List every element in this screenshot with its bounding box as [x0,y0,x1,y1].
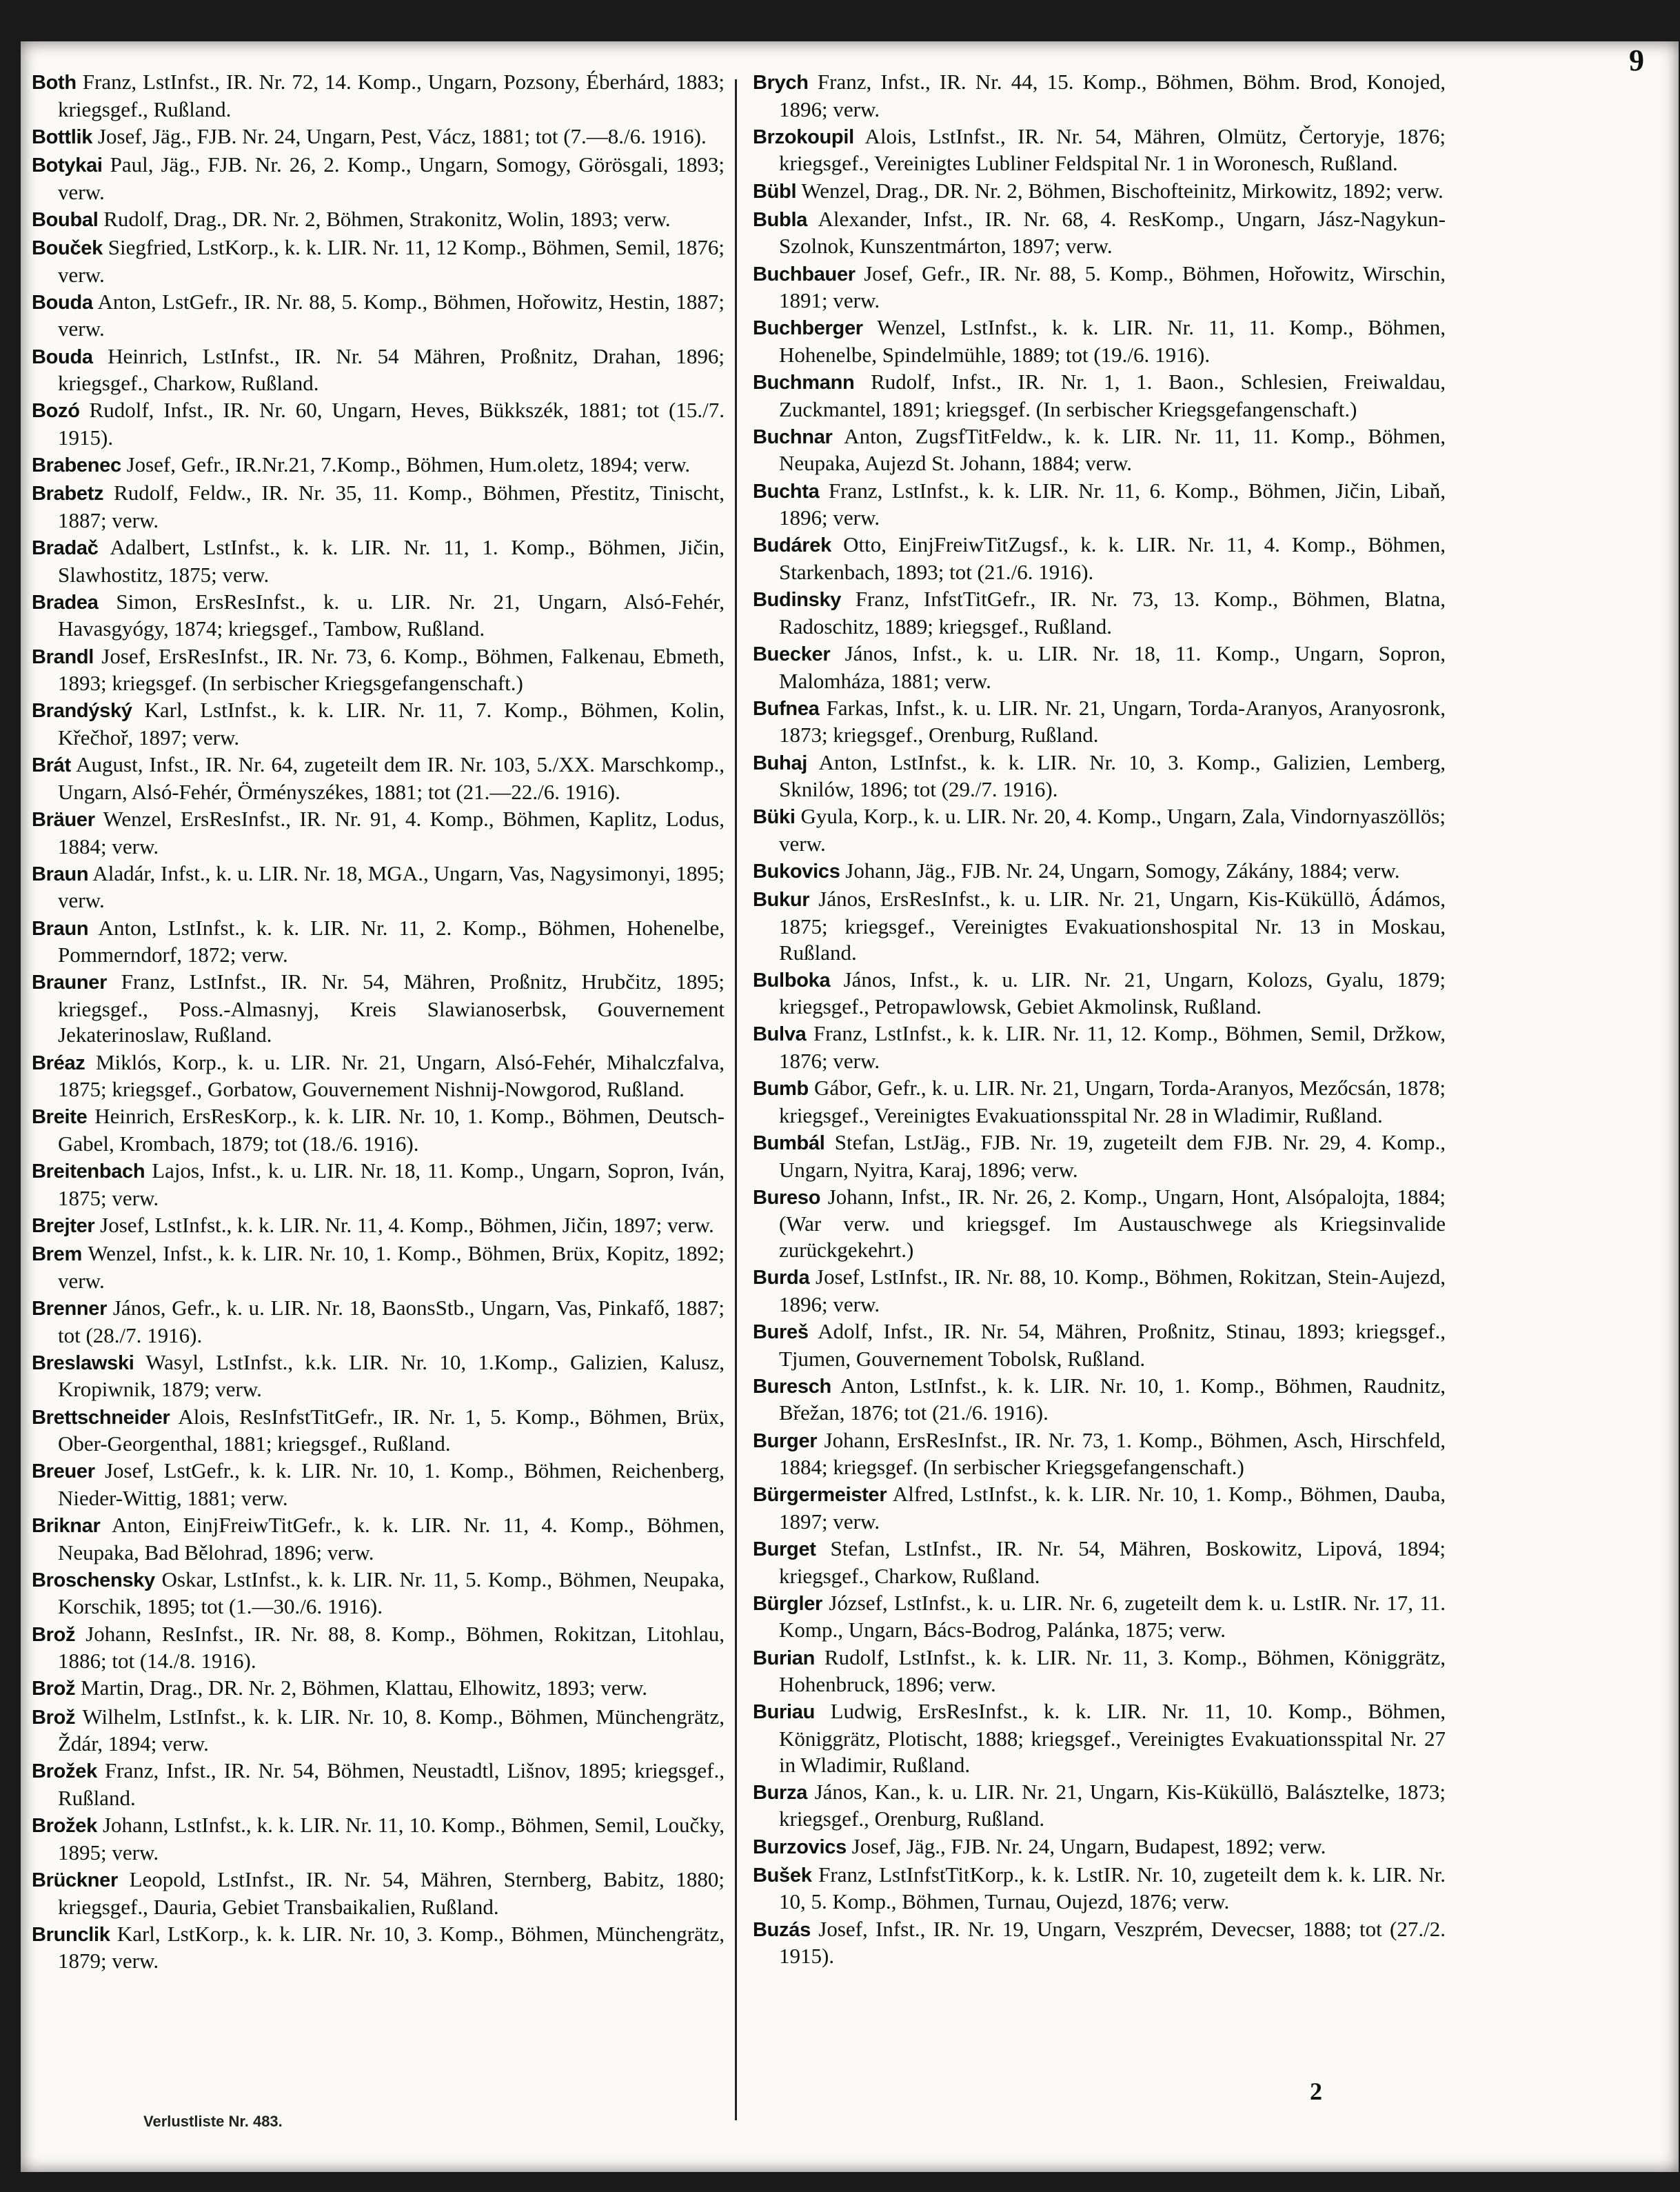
entry-details: János, ErsResInfst., k. u. LIR. Nr. 21, Ungarn, Kis-Küküllö, Ádámos, 1875; kriegsgef., Vereinigtes Evakuationshospital Nr. 13 in Moskau, Rußland. [779,887,1446,965]
casualty-entry [32,752,725,805]
casualty-entry [32,123,725,151]
casualty-entry [32,1867,725,1920]
casualty-entry [753,858,1446,885]
entry-details: Anton, LstInfst., k. k. LIR. Nr. 10, 1. Komp., Böhmen, Raudnitz, Břežan, 1876; tot (21./6. 1916). [779,1373,1446,1425]
surname: Brzokoupil [753,125,854,148]
entry-details: Leopold, LstInfst., IR. Nr. 54, Mähren, Sternberg, Babitz, 1880; kriegsgef., Dauria, Gebiet Transbaikalien, Rußland. [58,1867,725,1919]
casualty-entry [753,695,1446,748]
entry-details: Anton, ZugsfTitFeldw., k. k. LIR. Nr. 11, 11. Komp., Böhmen, Neupaka, Aujezd St. Johann, 1884; verw. [779,423,1446,476]
casualty-entry [32,697,725,750]
casualty-entry [32,861,725,914]
surname: Brož [32,1678,76,1700]
casualty-entry [753,423,1446,476]
casualty-entry [753,1129,1446,1183]
entry-details: Martin, Drag., DR. Nr. 2, Böhmen, Klattau, Elhowitz, 1893; verw. [75,1676,647,1700]
surname: Bukovics [753,861,840,883]
casualty-entry [753,478,1446,531]
casualty-entry [32,289,725,342]
surname: Bréaz [32,1052,85,1074]
surname: Bouda [32,291,93,314]
entry-details: Johann, ResInfst., IR. Nr. 88, 8. Komp., Böhmen, Rokitzan, Litohlau, 1886; tot (14./8. 1916). [58,1621,725,1673]
casualty-entry [32,1704,725,1757]
surname: Brát [32,754,71,777]
entry-details: Josef, LstGefr., k. k. LIR. Nr. 10, 1. Komp., Böhmen, Reichenberg, Nieder-Wittig, 1881; verw. [58,1458,725,1510]
casualty-entry [753,314,1446,368]
casualty-entry [32,643,725,696]
entry-details: Wenzel, LstInfst., k. k. LIR. Nr. 11, 11. Komp., Böhmen, Hohenelbe, Spindelmühle, 1889; tot (19./6. 1916). [779,315,1446,367]
surname: Bureš [753,1320,809,1343]
casualty-entry [32,1049,725,1103]
entry-details: Wenzel, Drag., DR. Nr. 2, Böhmen, Bischofteinitz, Mirkowitz, 1892; verw. [796,178,1444,203]
surname: Bulva [753,1023,807,1046]
entry-details: Alexander, Infst., IR. Nr. 68, 4. ResKomp., Ungarn, Jász-Nagykun-Szolnok, Kunszentmárton, 1897; verw. [779,206,1446,259]
entry-details: Miklós, Korp., k. u. LIR. Nr. 21, Ungarn, Alsó-Fehér, Mihalczfalva, 1875; kriegsgef., Gorbatow, Gouvernement Nishnij-Nowgorod, Rußland. [58,1049,725,1102]
casualty-entry [753,178,1446,205]
signature-mark: 2 [1310,2078,1322,2105]
casualty-entry [753,1373,1446,1426]
surname: Bräuer [32,808,95,831]
casualty-entry [753,586,1446,639]
entry-details: Johann, Infst., IR. Nr. 26, 2. Komp., Ungarn, Hont, Alsópalojta, 1884; (War verw. und kriegsgef. Im Austauschwege als Kriegsinvalide zurückgekehrt.) [779,1184,1446,1262]
casualty-entry [753,1645,1446,1698]
entry-details: Rudolf, Drag., DR. Nr. 2, Böhmen, Strakonitz, Wolin, 1893; verw. [98,206,671,231]
entry-details: Franz, InfstTitGefr., IR. Nr. 73, 13. Komp., Böhmen, Blatna, Radoschitz, 1889; kriegsgef., Rußland. [779,587,1446,639]
entry-details: Franz, LstInfst., IR. Nr. 54, Mähren, Proßnitz, Hrubčitz, 1895; kriegsgef., Poss.-Almasnyj, Kreis Slawianoserbsk, Gouvernement Jekaterinoslaw, Rußland. [58,969,725,1047]
surname: Buriau [753,1701,816,1724]
entry-details: Alois, ResInfstTitGefr., IR. Nr. 1, 5. Komp., Böhmen, Brüx, Ober-Georgenthal, 1881; kriegsgef., Rußland. [58,1404,725,1456]
casualty-entry [753,750,1446,803]
surname: Botykai [32,154,103,177]
casualty-entry [32,152,725,205]
casualty-entry [753,1318,1446,1371]
surname: Breitenbach [32,1160,145,1183]
casualty-entry [32,1158,725,1211]
entry-details: Lajos, Infst., k. u. LIR. Nr. 18, 11. Komp., Ungarn, Sopron, Iván, 1875; verw. [58,1158,725,1210]
casualty-entry [753,532,1446,585]
entry-details: Anton, LstGefr., IR. Nr. 88, 5. Komp., Böhmen, Hořowitz, Hestin, 1887; verw. [58,289,725,341]
surname: Brabenec [32,454,121,477]
casualty-entry [753,1833,1446,1861]
surname: Budárek [753,534,831,557]
surname: Bukur [753,889,810,912]
entry-details: Johann, LstInfst., k. k. LIR. Nr. 11, 10. Komp., Böhmen, Semil, Loučky, 1895; verw. [58,1813,725,1864]
surname: Bureso [753,1186,821,1209]
entry-details: Wilhelm, LstInfst., k. k. LIR. Nr. 10, 8. Komp., Böhmen, Münchengrätz, Ždár, 1894; verw. [58,1704,725,1756]
casualty-entry [32,1921,725,1974]
entry-details: Adolf, Infst., IR. Nr. 54, Mähren, Proßnitz, Stinau, 1893; kriegsgef., Tjumen, Gouvernement Tobolsk, Rußland. [779,1318,1446,1371]
entry-details: Anton, LstInfst., k. k. LIR. Nr. 10, 3. Komp., Galizien, Lemberg, Sknilów, 1896; tot (29./7. 1916). [779,750,1446,802]
casualty-entry [32,1512,725,1565]
surname: Buchmann [753,372,855,394]
entry-details: Rudolf, Infst., IR. Nr. 1, 1. Baon., Schlesien, Freiwaldau, Zuckmantel, 1891; kriegsgef. (In serbischer Kriegsgefangenschaft.) [779,370,1446,421]
entry-details: Anton, LstInfst., k. k. LIR. Nr. 11, 2. Komp., Böhmen, Hohenelbe, Pommerndorf, 1872; verw. [58,915,725,967]
surname: Brandl [32,645,94,668]
surname: Braun [32,863,89,885]
surname: Bušek [753,1864,812,1887]
casualty-entry [32,915,725,968]
casualty-entry [32,397,725,450]
entry-details: Josef, LstInfst., IR. Nr. 88, 10. Komp., Böhmen, Rokitzan, Stein-Aujezd, 1896; verw. [779,1265,1446,1316]
surname: Buchta [753,480,820,503]
entry-details: Franz, LstInfst., IR. Nr. 72, 14. Komp., Ungarn, Pozsony, Éberhárd, 1883; kriegsgef., Rußland. [58,70,725,121]
entry-details: Josef, ErsResInfst., IR. Nr. 73, 6. Komp., Böhmen, Falkenau, Ebmeth, 1893; kriegsgef. (In serbischer Kriegsgefangenschaft.) [58,643,725,696]
casualty-entry [753,641,1446,694]
casualty-entry [32,1812,725,1865]
surname: Brožek [32,1815,97,1838]
casualty-entry [32,969,725,1048]
casualty-entry [32,343,725,396]
surname: Burza [753,1781,808,1804]
surname: Burian [753,1647,816,1669]
surname: Brauner [32,972,108,994]
surname: Bradač [32,537,99,560]
surname: Burda [753,1267,810,1289]
casualty-entry [753,803,1446,856]
casualty-entry [32,452,725,479]
surname: Both [32,72,77,94]
entry-details: Farkas, Infst., k. u. LIR. Nr. 21, Ungarn, Torda-Aranyos, Aranyosronk, 1873; kriegsgef., Orenburg, Rußland. [779,695,1446,747]
surname: Bübl [753,180,797,203]
surname: Burzovics [753,1836,847,1858]
casualty-entry [32,1458,725,1511]
surname: Bubla [753,208,808,231]
list-page [21,41,1679,2172]
entry-details: Josef, LstInfst., k. k. LIR. Nr. 11, 4. Komp., Böhmen, Jičin, 1897; verw. [94,1213,714,1237]
surname: Brych [753,72,809,94]
casualty-entry [753,1590,1446,1643]
casualty-entry [753,967,1446,1020]
casualty-entry [753,261,1446,314]
entry-details: János, Kan., k. u. LIR. Nr. 21, Ungarn, Kis-Küküllö, Balásztelke, 1873; kriegsgef., Orenburg, Rußland. [779,1779,1446,1831]
casualty-entry [753,1916,1446,1969]
casualty-entry [753,1536,1446,1589]
casualty-entry [753,1862,1446,1915]
surname: Bürgermeister [753,1484,887,1507]
casualty-entry [32,534,725,587]
entry-details: Johann, ErsResInfst., IR. Nr. 73, 1. Komp., Böhmen, Asch, Hirschfeld, 1884; kriegsgef. (In serbischer Kriegsgefangenschaft.) [779,1427,1446,1480]
surname: Burget [753,1538,816,1561]
entry-details: Otto, EinjFreiwTitZugsf., k. k. LIR. Nr. 11, 4. Komp., Böhmen, Starkenbach, 1893; tot (21./6. 1916). [779,532,1446,585]
casualty-entry [32,69,725,122]
surname: Breite [32,1106,88,1129]
surname: Buchbauer [753,263,856,285]
casualty-entry [32,589,725,642]
surname: Brettschneider [32,1406,170,1429]
surname: Breuer [32,1460,95,1483]
entry-details: Wenzel, ErsResInfst., IR. Nr. 91, 4. Komp., Böhmen, Kaplitz, Lodus, 1884; verw. [58,806,725,858]
entry-details: August, Infst., IR. Nr. 64, zugeteilt dem IR. Nr. 103, 5./XX. Marschkomp., Ungarn, Alsó-Fehér, Örményszékes, 1881; tot (21.—22./6. 1916). [58,752,725,804]
casualty-entry [32,806,725,859]
entry-details: Anton, EinjFreiwTitGefr., k. k. LIR. Nr. 11, 4. Komp., Böhmen, Neupaka, Bad Bělohrad, 1896; verw. [58,1513,725,1565]
surname: Buhaj [753,752,808,774]
entry-details: Franz, LstInfstTitKorp., k. k. LstIR. Nr. 10, zugeteilt dem k. k. LIR. Nr. 10, 5. Komp., Böhmen, Turnau, Oujezd, 1876; verw. [779,1862,1446,1914]
casualty-entry [32,1758,725,1811]
surname: Bottlik [32,125,93,148]
casualty-entry [753,886,1446,965]
entry-details: Rudolf, Feldw., IR. Nr. 35, 11. Komp., Böhmen, Přestitz, Tinischt, 1887; verw. [58,481,725,532]
surname: Buresch [753,1375,831,1398]
casualty-entry [753,1779,1446,1832]
surname: Budinsky [753,589,842,612]
entry-details: Siegfried, LstKorp., k. k. LIR. Nr. 11, 12 Komp., Böhmen, Semil, 1876; verw. [58,234,725,287]
entry-details: Alfred, LstInfst., k. k. LIR. Nr. 10, 1. Komp., Böhmen, Dauba, 1897; verw. [779,1482,1446,1534]
surname: Buchberger [753,317,863,340]
casualty-entry [32,1212,725,1240]
surname: Broschensky [32,1569,155,1591]
surname: Buecker [753,643,831,665]
entry-details: János, Gefr., k. u. LIR. Nr. 18, BaonsStb., Ungarn, Vas, Pinkafő, 1887; tot (28./7. 1916). [58,1295,725,1347]
entry-details: Paul, Jäg., FJB. Nr. 26, 2. Komp., Ungarn, Somogy, Görösgali, 1893; verw. [58,152,725,204]
entry-details: József, LstInfst., k. u. LIR. Nr. 6, zugeteilt dem k. u. LstIR. Nr. 17, 11. Komp., Ungarn, Bács-Bodrog, Palánka, 1875; verw. [779,1590,1446,1642]
column-divider [735,79,737,2120]
entry-details: János, Infst., k. u. LIR. Nr. 21, Ungarn, Kolozs, Gyalu, 1879; kriegsgef., Petropawlowsk, Gebiet Akmolinsk, Rußland. [779,967,1446,1019]
entry-details: Franz, LstInfst., k. k. LIR. Nr. 11, 6. Komp., Böhmen, Jičin, Libaň, 1896; verw. [779,478,1446,530]
casualty-entry [32,1295,725,1348]
surname: Bouda [32,345,93,368]
casualty-entry [32,1240,725,1294]
casualty-entry [753,1481,1446,1534]
surname: Bradea [32,591,99,614]
casualty-entry [32,1567,725,1620]
surname: Brabetz [32,483,104,505]
entry-details: Wasyl, LstInfst., k.k. LIR. Nr. 10, 1.Komp., Galizien, Kalusz, Kropiwnik, 1879; verw. [58,1349,725,1402]
entry-details: Stefan, LstJäg., FJB. Nr. 19, zugeteilt dem FJB. Nr. 29, 4. Komp., Ungarn, Nyitra, Karaj, 1896; verw. [779,1130,1446,1182]
casualty-entry [32,1103,725,1156]
entry-details: Franz, Infst., IR. Nr. 54, Böhmen, Neustadtl, Lišnov, 1895; kriegsgef., Rußland. [58,1758,725,1810]
entry-details: János, Infst., k. u. LIR. Nr. 18, 11. Komp., Ungarn, Sopron, Malomháza, 1881; verw. [779,641,1446,693]
left-column [32,69,725,1975]
casualty-entry [753,206,1446,259]
surname: Bouček [32,237,103,259]
surname: Burger [753,1429,818,1452]
entry-details: Josef, Jäg., FJB. Nr. 24, Ungarn, Pest, Vácz, 1881; tot (7.—8./6. 1916). [92,123,707,148]
casualty-entry [753,1698,1446,1778]
casualty-entry [32,1349,725,1402]
casualty-entry [753,69,1446,122]
casualty-entry [32,480,725,533]
surname: Büki [753,806,796,829]
surname: Bürgler [753,1592,823,1615]
surname: Bumb [753,1078,809,1100]
entry-details: Josef, Infst., IR. Nr. 19, Ungarn, Veszprém, Devecser, 1888; tot (27./2. 1915). [779,1916,1446,1969]
entry-details: Rudolf, Infst., IR. Nr. 60, Ungarn, Heves, Bükkszék, 1881; tot (15./7. 1915). [58,398,725,450]
casualty-entry [753,1184,1446,1263]
surname: Bumbál [753,1132,825,1155]
surname: Brejter [32,1215,95,1237]
casualty-entry [753,1020,1446,1074]
list-label: Verlustliste Nr. 483. [143,2113,283,2130]
casualty-entry [753,1075,1446,1128]
casualty-entry [32,1675,725,1702]
surname: Bozó [32,400,80,423]
entry-details: Josef, Gefr., IR. Nr. 88, 5. Komp., Böhmen, Hořowitz, Wirschin, 1891; verw. [779,261,1446,313]
entry-details: Karl, LstKorp., k. k. LIR. Nr. 10, 3. Komp., Böhmen, Münchengrätz, 1879; verw. [58,1921,725,1973]
casualty-entry [753,1427,1446,1480]
entry-details: Simon, ErsResInfst., k. u. LIR. Nr. 21, Ungarn, Alsó-Fehér, Havasgyógy, 1874; kriegsgef., Tambow, Rußland. [58,589,725,641]
entry-details: Gábor, Gefr., k. u. LIR. Nr. 21, Ungarn, Torda-Aranyos, Mezőcsán, 1878; kriegsgef., Vereinigtes Evakuationsspital Nr. 28 in Wladimir, Rußland. [779,1076,1446,1127]
surname: Brem [32,1243,82,1266]
surname: Buzás [753,1918,811,1941]
surname: Braun [32,917,89,940]
surname: Brožek [32,1760,97,1783]
surname: Brandýský [32,700,132,723]
entry-details: Karl, LstInfst., k. k. LIR. Nr. 11, 7. Komp., Böhmen, Kolin, Křečhoř, 1897; verw. [58,698,725,750]
casualty-entry [753,123,1446,177]
casualty-entry [753,369,1446,422]
entry-details: Gyula, Korp., k. u. LIR. Nr. 20, 4. Komp., Ungarn, Zala, Vindornyaszöllös; verw. [779,804,1446,856]
surname: Bufnea [753,697,820,720]
surname: Boubal [32,208,99,231]
entry-details: Ludwig, ErsResInfst., k. k. LIR. Nr. 11, 10. Komp., Böhmen, Königgrätz, Plotischt, 1888; kriegsgef., Vereinigtes Evakuationsspital Nr. 27 in Wladimir, Rußland. [779,1699,1446,1777]
surname: Brenner [32,1297,108,1320]
entry-details: Wenzel, Infst., k. k. LIR. Nr. 10, 1. Komp., Böhmen, Brüx, Kopitz, 1892; verw. [58,1241,725,1293]
surname: Brunclik [32,1923,110,1946]
entry-details: Alois, LstInfst., IR. Nr. 54, Mähren, Olmütz, Čertoryje, 1876; kriegsgef., Vereinigtes Lubliner Feldspital Nr. 1 in Woronesch, Rußland. [779,123,1446,176]
entry-details: Johann, Jäg., FJB. Nr. 24, Ungarn, Somogy, Zákány, 1884; verw. [840,858,1400,883]
entry-details: Josef, Jäg., FJB. Nr. 24, Ungarn, Budapest, 1892; verw. [846,1833,1326,1858]
casualty-entry [32,1621,725,1674]
entry-details: Franz, LstInfst., k. k. LIR. Nr. 11, 12. Komp., Böhmen, Semil, Držkow, 1876; verw. [779,1021,1446,1074]
right-column [753,69,1446,1970]
entry-details: Rudolf, LstInfst., k. k. LIR. Nr. 11, 3. Komp., Böhmen, Königgrätz, Hohenbruck, 1896; verw. [779,1645,1446,1697]
surname: Brož [32,1706,76,1729]
casualty-entry [753,1264,1446,1317]
surname: Brückner [32,1869,118,1891]
entry-details: Josef, Gefr., IR.Nr.21, 7.Komp., Böhmen, Hum.oletz, 1894; verw. [121,452,691,477]
entry-details: Oskar, LstInfst., k. k. LIR. Nr. 11, 5. Komp., Böhmen, Neupaka, Korschik, 1895; tot (1.—30./6. 1916). [58,1567,725,1619]
page-number: 9 [1629,43,1644,77]
casualty-entry [32,1404,725,1457]
entry-details: Franz, Infst., IR. Nr. 44, 15. Komp., Böhmen, Böhm. Brod, Konojed, 1896; verw. [779,70,1446,121]
surname: Buchnar [753,425,833,448]
surname: Bulboka [753,969,831,992]
entry-details: Heinrich, LstInfst., IR. Nr. 54 Mähren, Proßnitz, Drahan, 1896; kriegsgef., Charkow, Rußland. [58,343,725,396]
surname: Breslawski [32,1351,134,1374]
entry-details: Heinrich, ErsResKorp., k. k. LIR. Nr. 10, 1. Komp., Böhmen, Deutsch-Gabel, Krombach, 1879; tot (18./6. 1916). [58,1104,725,1156]
surname: Briknar [32,1515,101,1538]
surname: Brož [32,1623,76,1646]
entry-details: Adalbert, LstInfst., k. k. LIR. Nr. 11, 1. Komp., Böhmen, Jičin, Slawhostitz, 1875; verw. [58,535,725,587]
casualty-entry [32,234,725,288]
entry-details: Stefan, LstInfst., IR. Nr. 54, Mähren, Boskowitz, Lipová, 1894; kriegsgef., Charkow, Rußland. [779,1536,1446,1588]
entry-details: Aladár, Infst., k. u. LIR. Nr. 18, MGA., Ungarn, Vas, Nagysimonyi, 1895; verw. [58,861,725,913]
casualty-entry [32,206,725,234]
